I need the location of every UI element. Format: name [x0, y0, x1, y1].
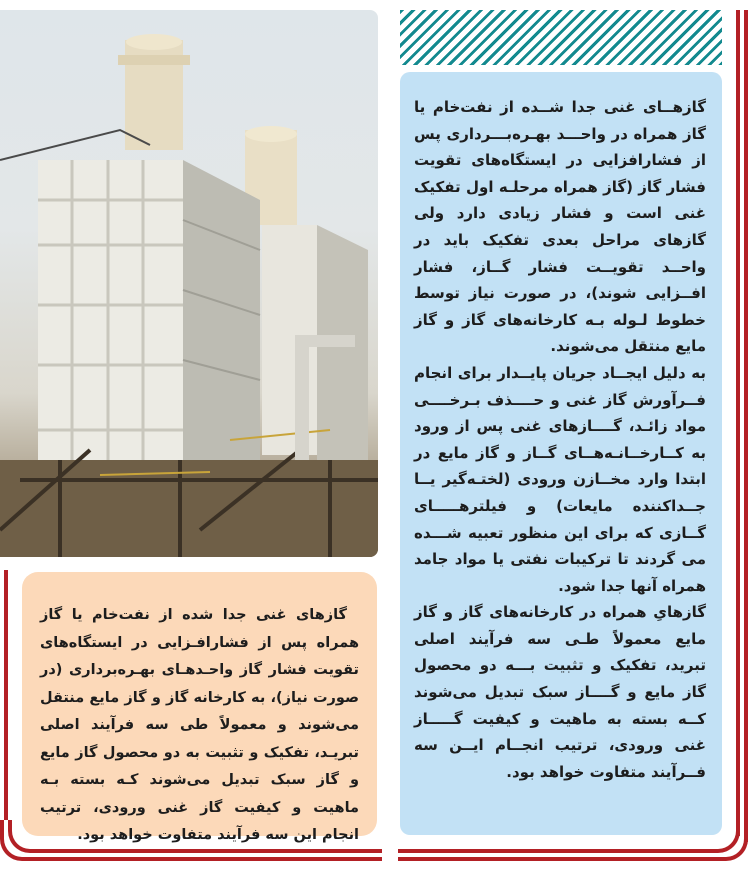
left-border-rule — [4, 570, 8, 820]
plant-photo — [0, 10, 378, 557]
bottom-right-corner-inner — [398, 820, 740, 853]
plant-illustration — [0, 10, 378, 557]
bottom-left-corner-inner — [8, 820, 382, 853]
decorative-hatch-pattern — [400, 10, 722, 65]
article-paragraph: گازهــای غنی جدا شــده از نفت‌خام یا گاز همراه در واحـــد بهـره‌بـــرداری پس از فشارافزایی در ایستگاه‌های تقویت فشار گاز (گاز همراه مرحلـه اول تفکیک غنی است و فشار زیادی دارد ولی گازهای مراحل بعدی تفکیک باید در واحــد تقویــت فشار گــاز، فشار افــزایی شوند)، در صورت نیاز توسط خطوط لـوله بـه کارخانه‌های گاز و گاز مایع منتقل می‌شوند. — [414, 98, 706, 356]
main-article-box — [400, 72, 722, 835]
sidebar-summary-text: گازهای غنی جدا شده از نفت‌خام یا گاز همراه پس از فشارافـزایی در ایستگاه‌های تقویت فشار گاز واحـدهـای بهـره‌برداری (در صورت نیاز)، به کارخانه گاز و گاز مایع منتقل می‌شوند و معمولاً طی سه فرآیند اصلی تبریـد، تفکیک و تثبیت به دو محصول گاز مایع و گاز سبک تبدیل می‌شوند کـه بسته بـه ماهیت و کیفیت گاز غنی ورودی، ترتیب انجام این سه فرآیند متفاوت خواهد بود. — [40, 607, 359, 843]
stack-large-cap — [126, 34, 182, 50]
building-main — [38, 160, 183, 490]
article-paragraph: به دلیل ایجــاد جریان پایــدار برای انجام فــرآورش گاز غنی و حــــذف بـرخــــی مواد زائـد، گــــازهای غنی پس از ورود به کــارخــانـه‌هــای گــاز و گاز مایع در ابتدا وارد مخــازن ورودی (لختـه‌گیر یــا جــداکننده مایعات) و فیلترهـــــای گــازی که برای این منظور تعبیه شـــده می گردند تا ترکیبات نفتی یا مواد جامد همراه آنها جدا شود. — [414, 363, 706, 595]
right-border-rule-inner — [736, 10, 740, 836]
right-border-rule-outer — [744, 10, 748, 842]
article-paragraph: گازهایِ همراه در کارخانه‌های گاز و گاز مایع معمولاً طـی سه فرآیند اصلی تبرید، تفکیک و تثبیت بـــه دو محصول گاز مایع و گــــاز سبک تبدیل می‌شوند کــه بسته به ماهیت و کیفیت گـــــاز غنی ورودی، ترتیب انجــام ایــن سه فــرآیند متفاوت خواهد بود. — [414, 603, 706, 781]
sidebar-summary-box — [22, 572, 377, 843]
